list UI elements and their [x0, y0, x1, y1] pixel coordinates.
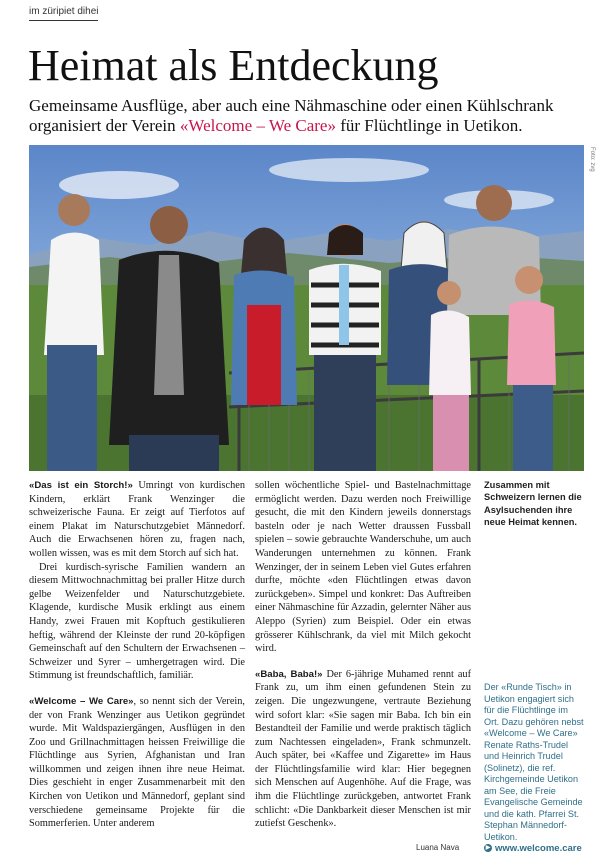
paragraph: sollen wöchentliche Spiel- und Bastelnachmittage ermöglicht werden. Dazu werden noch Freiwillige gesucht, die mit den Kindern jeweils donnerstags basteln oder je nach Wetter draussen Fussball spielen – sowie gebrauchte Wanderschuhe, um auch Wanderungen unternehmen zu können. Frank Wenzinger, der in seinem Leben viel Gutes erfahren durfte, möchte «den Flüchtlingen etwas davon zurückgeben». Simpel und konkret: Das Auftreiben einer Nähmaschine für Azzadin, gelernter Näher aus Aleppo (Syrien) zum Beispiel. Oder ein etwas grösserer Kühlschrank, da viel mit Milch gekocht wird. — [255, 480, 471, 655]
website-url[interactable]: www.welcome.care — [495, 843, 582, 854]
body-column-1 — [29, 479, 245, 831]
article-lead — [29, 96, 584, 136]
paragraph-lead-in: «Das ist ein Storch!» — [29, 480, 133, 491]
paragraph-text: , so nennt sich der Verein, der von Frank Wenzinger aus Uetikon gegründet wurde. Mit Waldspaziergängen, Ausflügen in den Zoo und Grillnachmittagen heissen Freiwillige die Flüchtlinge aus Syrien, Afghanistan und Iran willkommen und zeigen ihnen ihre neue Heimat. Dies geschieht in enger Zusammenarbeit mit den Kirchen von Uetikon und Männedorf, geplant sind verschiedene gemeinsame Projekte für die Sommerferien. Unter anderem — [29, 695, 245, 830]
info-box: Der «Runde Tisch» in Uetikon engagiert sich für die Flüchtlinge im Ort. Dazu gehören nebst «Welcome – We Care» Renate Raths-Trudel und Heinrich Trudel (Solinetz), die ref. Kirchgemeinde Uetikon am See, die Freie Evangelische Gemeinde und die kath. Pfarrei St. Stephan Männedorf-Uetikon. — [484, 682, 584, 842]
lead-highlight: «Welcome – We Care» — [179, 116, 336, 135]
section-kicker: im züripiet dihei — [29, 6, 98, 21]
photo-caption: Zusammen mit Schweizern lernen die Asylsuchenden ihre neue Heimat kennen. — [484, 480, 582, 528]
author-name: Luana Nava — [416, 843, 460, 852]
paragraph: Drei kurdisch-syrische Familien wandern an diesem Mittwochnachmittag bei praller Hitze durch gelbe Weizenfelder und Naturschutzgebiete. Klagende, kurdische Musik erklingt aus einem Handy, zwei Frauen mit Kopftuch gestikulieren heftig, während der Kleinste der rund 20-köpfigen Gemeinschaft auf den Schultern der Erwachsenen – Schweizer und Syrer – umhergetragen wird. Die Stimmung ist freundschaftlich, familiär. — [29, 561, 245, 682]
paragraph-text: Umringt von kurdischen Kindern, erklärt Frank Wenzinger die schweizerische Fauna. Er zeigt auf Tierfotos auf einem Plakat im Naturschutzgebiet Männedorf. Auch die Erwachsenen hören zu, fragen nach, wollen wissen, was es mit dem Storch auf sich hat. — [29, 480, 245, 559]
photo-credit: Foto: zvg — [589, 147, 595, 172]
group-photo — [29, 145, 584, 471]
body-column-2 — [255, 479, 471, 831]
paragraph — [29, 479, 245, 561]
paragraph-text: Der 6-jährige Muhamed rennt auf Frank zu, um ihm einen gefundenen Stein zu zeigen. Die ungezwungene, vertraute Beziehung wird sofort klar: «Sie sagen mir Baba. Ich bin ein Bestandteil der Familie und werde praktisch täglich zum Nachtessen eingeladen», Frank schmunzelt. Auch später, bei «Kaffee und Zigarette» im Haus der Flüchtlingsfamilie wird klar: Hier begegnen sich Menschen auf Augenhöhe. Auf die Frage, was ihm die Flüchtlinge zurückgeben, antwortet Frank schlicht: «Die Dankbarkeit dieser Menschen ist mir zutiefst Geschenk». — [255, 668, 471, 830]
paragraph-lead-in: «Baba, Baba!» — [255, 668, 323, 680]
lead-text-end: für Flüchtlinge in Uetikon. — [335, 116, 523, 135]
paragraph — [255, 668, 471, 831]
paragraph-lead-in: «Welcome – We Care» — [29, 695, 134, 707]
article-title: Heimat als Entdeckung — [28, 41, 439, 90]
group-photo-illustration — [29, 145, 584, 471]
website-link[interactable] — [484, 843, 582, 854]
lead-text: Gemeinsame Ausflüge, aber auch eine Nähmaschine oder einen Kühlschrank organisiert der Verein — [29, 96, 554, 135]
paragraph — [29, 695, 245, 831]
arrow-icon: ▶ — [485, 845, 491, 852]
